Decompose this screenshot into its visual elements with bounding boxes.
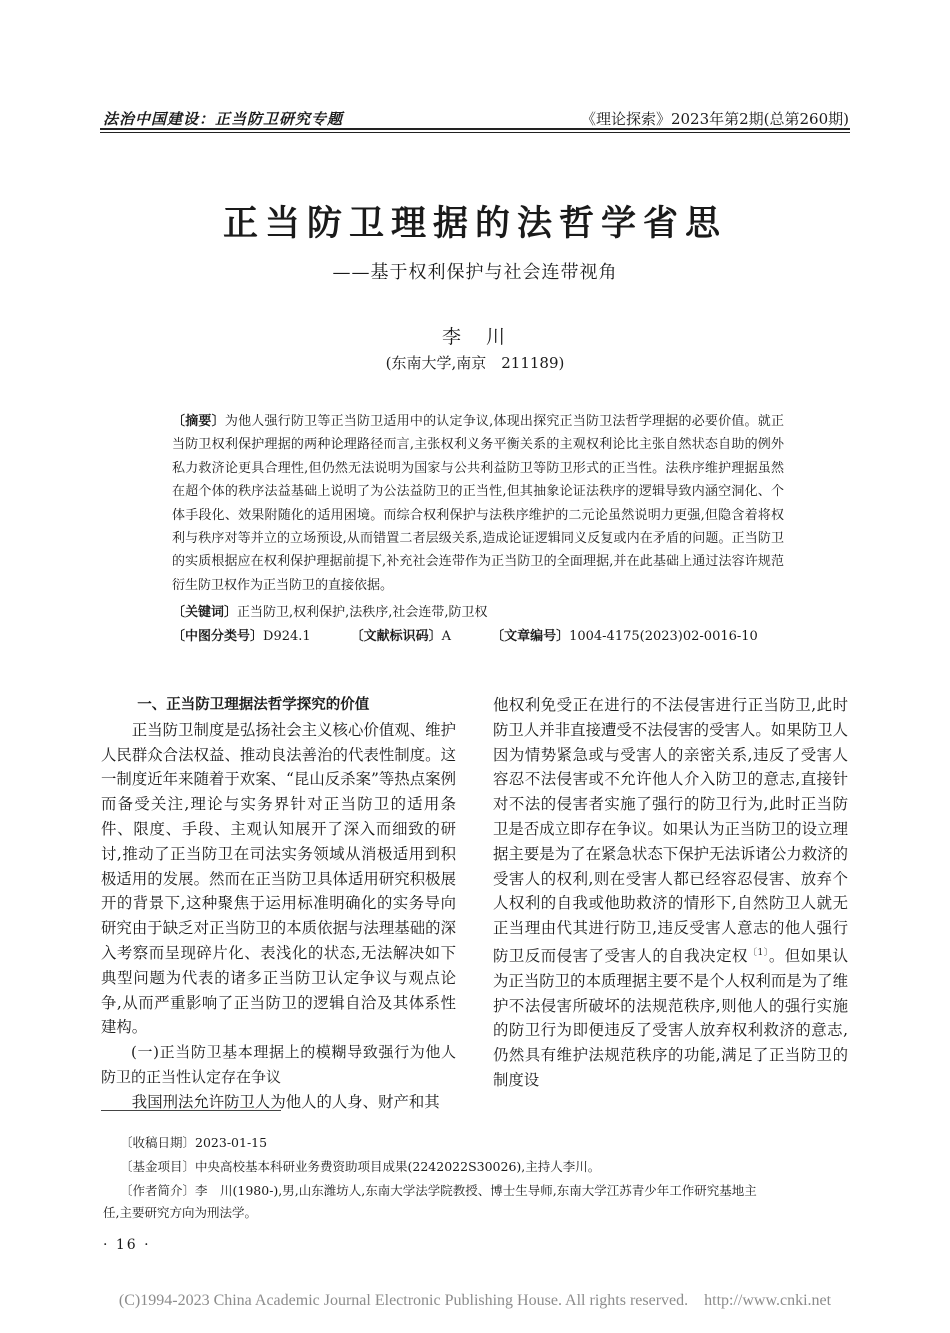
page-number: · 16 · bbox=[103, 1237, 151, 1253]
paragraph-1: 正当防卫制度是弘扬社会主义核心价值观、维护人民群众合法权益、推动良法善治的代表性制度。这一制度近年来随着于欢案、“昆山反杀案”等热点案例而备受关注,理论与实务界针对正当防卫的适用条件、限度、手段、主观认知展开了深入而细致的研讨,推动了正当防卫在司法实务领域从消极适用到积极适用的发展。然而在正当防卫具体适用研究积极展开的背景下,这种聚焦于运用标准明确化的实务导向研究由于缺乏对正当防卫的本质依据与法理基础的深入考察而呈现碎片化、表浅化的状态,无法解决如下典型问题为代表的诸多正当防卫认定争议与观点论争,从而严重影响了正当防卫的逻辑自洽及其体系性建构。 bbox=[101, 720, 456, 1037]
paragraph-2-start: 我国刑法允许防卫人为他人的人身、财产和其 bbox=[131, 1092, 440, 1111]
footnote-rule bbox=[101, 1110, 281, 1111]
paragraph-2-continued bbox=[493, 693, 848, 1093]
art-label: 〔文章编号〕 bbox=[491, 629, 570, 644]
fund-text: 中央高校基本科研业务费资助项目成果(2242022S30026),主持人李川。 bbox=[195, 1159, 601, 1174]
journal-section-header: 法治中国建设：正当防卫研究专题 bbox=[103, 110, 344, 128]
keywords bbox=[172, 601, 488, 620]
fund-label: 〔基金项目〕 bbox=[120, 1159, 196, 1174]
doc-value: A bbox=[441, 629, 452, 644]
abstract bbox=[172, 410, 784, 597]
section-1-title: 一、正当防卫理据法哲学探究的价值 bbox=[137, 697, 370, 713]
header-rule-thin bbox=[100, 132, 850, 133]
paragraph-2-end: 。但如果认为正当防卫的本质理据主要不是个人权利而是为了维护不法侵害所破坏的法规范秩序,则他人的强行实施的防卫行为即便违反了受害人放弃权利救济的意志,仍然具有维护法规范秩序的功能,满足了正当防卫的制度设 bbox=[493, 947, 848, 1090]
journal-issue-header: 《理论探索》2023年第2期(总第260期) bbox=[580, 110, 849, 128]
received-date: 2023-01-15 bbox=[195, 1135, 268, 1150]
footnote-received bbox=[120, 1131, 850, 1154]
article-title: 正当防卫理据的法哲学省思 bbox=[222, 203, 727, 244]
art-value: 1004-4175(2023)02-0016-10 bbox=[569, 629, 758, 644]
classification-line bbox=[172, 625, 812, 644]
body-column-right bbox=[493, 693, 848, 1093]
keywords-text: 正当防卫,权利保护,法秩序,社会连带,防卫权 bbox=[237, 605, 488, 620]
paragraph-2-text: 他权利免受正在进行的不法侵害进行正当防卫,此时防卫人并非直接遭受不法侵害的受害人。如果防卫人因为情势紧急或与受害人的亲密关系,违反了受害人容忍不法侵害或不允许他人介入防卫的意志,直接针对不法的侵害者实施了强行的防卫行为,此时正当防卫是否成立即存在争议。如果认为正当防卫的设立理据主要是为了在紧急状态下保护无法诉诸公力救济的受害人的权利,则在受害人都已经容忍侵害、放弃个人权利的自我或他助救济的情形下,自然防卫人就无正当理由代其进行防卫,违反受害人意志的他人强行防卫反而侵害了受害人的自我决定权 bbox=[493, 696, 848, 966]
footnote-fund bbox=[120, 1155, 850, 1178]
abstract-label: 〔摘要〕 bbox=[172, 414, 225, 429]
footnote-author-continued: 任,主要研究方向为刑法学。 bbox=[103, 1205, 257, 1220]
header-rule bbox=[100, 128, 850, 130]
body-column-left bbox=[101, 693, 456, 1115]
author-name: 李 川 bbox=[441, 326, 508, 348]
article-subtitle: ——基于权利保护与社会连带视角 bbox=[332, 262, 618, 283]
keywords-label: 〔关键词〕 bbox=[172, 605, 238, 620]
received-label: 〔收稿日期〕 bbox=[120, 1135, 196, 1150]
author-bio-label: 〔作者简介〕 bbox=[120, 1183, 196, 1198]
cls-label: 〔中图分类号〕 bbox=[172, 629, 264, 644]
copyright-notice: (C)1994-2023 China Academic Journal Electronic Publishing House. All rights reserved. http://www.cnki.net bbox=[118, 1292, 832, 1309]
author-affiliation: (东南大学,南京 211189) bbox=[385, 354, 565, 372]
citation-ref[interactable]: 〔1〕 bbox=[747, 947, 769, 958]
cls-value: D924.1 bbox=[263, 629, 311, 644]
doc-label: 〔文献标识码〕 bbox=[350, 629, 442, 644]
abstract-text: 为他人强行防卫等正当防卫适用中的认定争议,体现出探究正当防卫法哲学理据的必要价值。就正当防卫权利保护理据的两种论理路径而言,主张权利义务平衡关系的主观权利论比主张自然状态自助的例外私力救济论更具合理性,但仍然无法说明为国家与公共利益防卫等防卫形式的正当性。法秩序维护理据虽然在超个体的秩序法益基础上说明了为公法益防卫的正当性,但其抽象论证法秩序的逻辑导致内涵空洞化、个体手段化、效果附随化的适用困境。而综合权利保护与法秩序维护的二元论虽然说明力更强,但隐含着将权利与秩序对等并立的立场预设,从而错置二者层级关系,造成论证逻辑同义反复或内在矛盾的问题。正当防卫的实质根据应在权利保护理据前提下,补充社会连带作为正当防卫的全面理据,并在此基础上通过法容许规范衍生防卫权作为正当防卫的直接依据。 bbox=[172, 414, 784, 593]
author-bio: 李 川(1980-),男,山东潍坊人,东南大学法学院教授、博士生导师,东南大学江苏青少年工作研究基地主 bbox=[195, 1183, 757, 1198]
subsection-1-title: (一)正当防卫基本理据上的模糊导致强行为他人防卫的正当性认定存在争议 bbox=[101, 1043, 456, 1086]
footnote-author bbox=[120, 1179, 850, 1202]
